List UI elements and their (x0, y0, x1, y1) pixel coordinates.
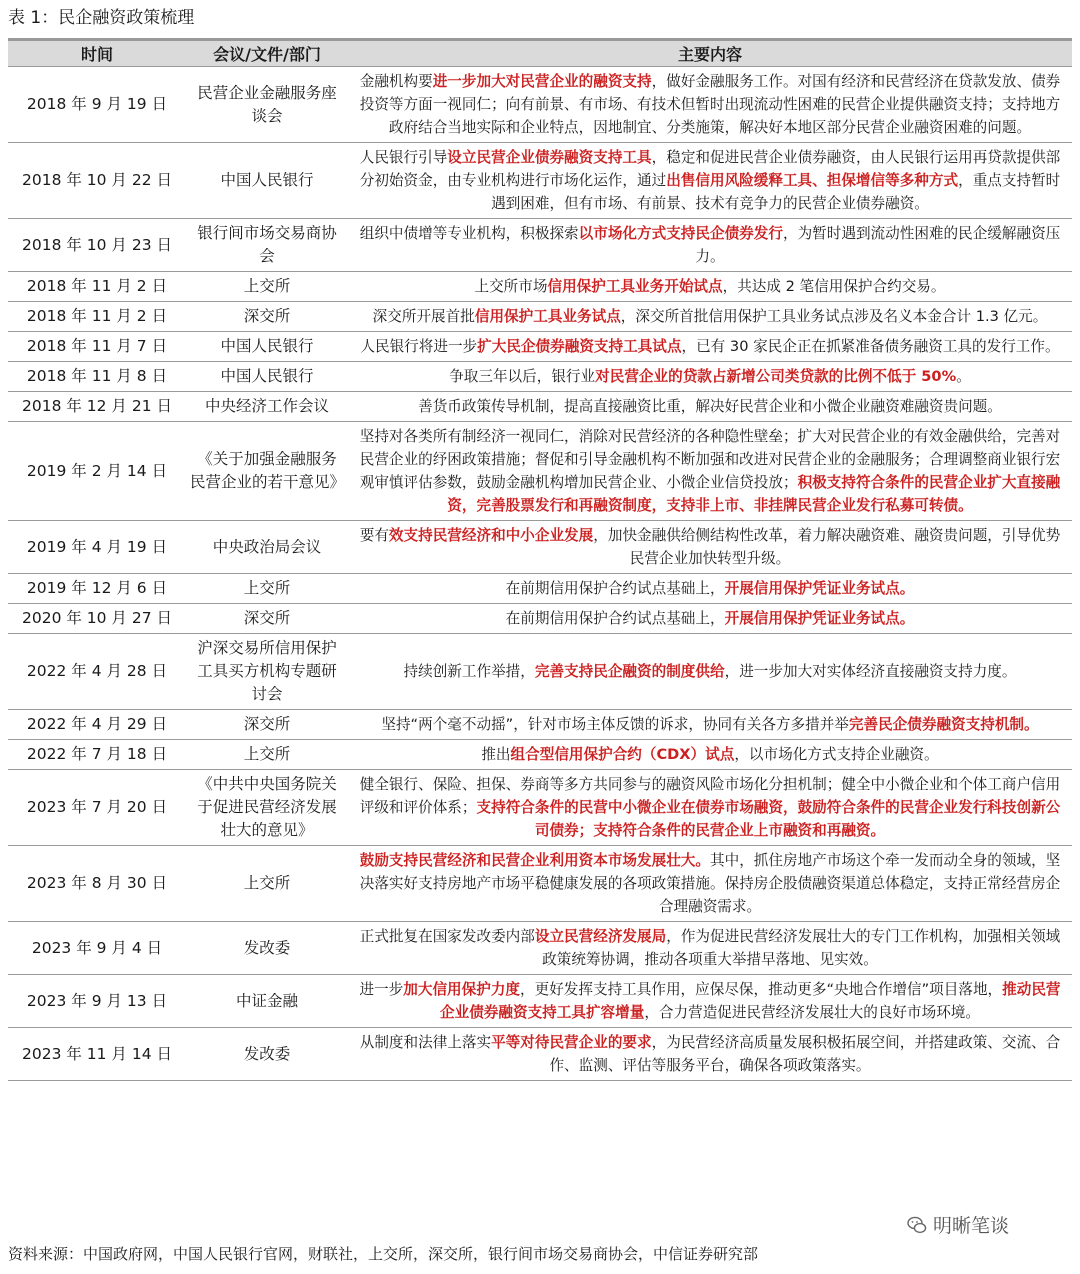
row-org: 深交所 (186, 604, 348, 634)
table-row (8, 740, 1072, 770)
watermark-text: 明晰笔谈 (933, 1215, 1010, 1237)
content-text: 深交所开展首批 (372, 308, 475, 325)
row-org: 沪深交易所信用保护工具买方机构专题研讨会 (186, 634, 348, 710)
row-content (348, 710, 1072, 740)
table-body (8, 67, 1072, 1081)
row-date: 2023 年 9 月 13 日 (8, 975, 186, 1028)
row-date: 2018 年 10 月 22 日 (8, 143, 186, 219)
row-org: 上交所 (186, 574, 348, 604)
header-content: 主要内容 (348, 40, 1072, 67)
row-org: 银行间市场交易商协会 (186, 219, 348, 272)
table-row (8, 975, 1072, 1028)
table-row (8, 67, 1072, 143)
row-content (348, 219, 1072, 272)
row-content (348, 67, 1072, 143)
row-date: 2018 年 11 月 7 日 (8, 332, 186, 362)
table-row (8, 143, 1072, 219)
highlighted-text: 加大信用保护力度 (403, 981, 521, 998)
watermark (905, 1211, 1011, 1238)
row-org: 发改委 (186, 1028, 348, 1081)
content-text: ，作为促进民营经济发展壮大的专门工作机构，加强相关领域政策统筹协调，推动各项重大举措早落地、见实效。 (542, 928, 1061, 968)
row-org: 深交所 (186, 710, 348, 740)
row-org: 上交所 (186, 846, 348, 922)
row-date: 2018 年 9 月 19 日 (8, 67, 186, 143)
row-date: 2022 年 4 月 28 日 (8, 634, 186, 710)
row-date: 2022 年 7 月 18 日 (8, 740, 186, 770)
content-text: 持续创新工作举措， (403, 663, 535, 680)
highlighted-text: 推动民营企业债券融资支持工具扩容增量 (440, 981, 1061, 1021)
content-text: ，以市场化方式支持企业融资。 (734, 746, 939, 763)
row-content (348, 1028, 1072, 1081)
table-row (8, 710, 1072, 740)
row-org: 上交所 (186, 272, 348, 302)
content-text: 善货币政策传导机制，提高直接融资比重，解决好民营企业和小微企业融资难融资贵问题。 (418, 398, 1002, 415)
row-org: 《关于加强金融服务民营企业的若干意见》 (186, 422, 348, 521)
content-text: 组织中债增等专业机构，积极探索 (359, 225, 579, 242)
row-content (348, 634, 1072, 710)
table-title: 表 1：民企融资政策梳理 (8, 8, 195, 28)
table-row (8, 302, 1072, 332)
table-row (8, 332, 1072, 362)
table-header-row (8, 40, 1072, 67)
content-text: 。 (956, 368, 971, 385)
highlighted-text: 对民营企业的贷款占新增公司类贷款的比例不低于 50% (595, 368, 957, 385)
row-date: 2023 年 7 月 20 日 (8, 770, 186, 846)
table-row (8, 219, 1072, 272)
row-org: 中国人民银行 (186, 362, 348, 392)
content-text: 争取三年以后，银行业 (449, 368, 596, 385)
table-row (8, 422, 1072, 521)
row-date: 2018 年 11 月 8 日 (8, 362, 186, 392)
row-org: 中国人民银行 (186, 143, 348, 219)
table-row (8, 272, 1072, 302)
highlighted-text: 以市场化方式支持民企债券发行 (578, 225, 783, 242)
content-text: 正式批复在国家发改委内部 (359, 928, 535, 945)
content-text: ，做好金融服务工作。对国有经济和民营经济在贷款发放、债券投资等方面一视同仁；向有前景、有市场、有技术但暂时出现流动性困难的民营企业提供融资支持；支持地方政府结合当地实际和企业特点，因地制宜、分类施策，解决好本地区部分民营企业融资困难的问题。 (359, 73, 1061, 136)
row-date: 2023 年 9 月 4 日 (8, 922, 186, 975)
content-text: 进一步 (359, 981, 404, 998)
content-text: ，合力营造促进民营经济发展壮大的良好市场环境。 (644, 1004, 980, 1021)
highlighted-text: 出售信用风险缓释工具、担保增信等多种方式 (666, 172, 959, 189)
highlighted-text: 设立民营经济发展局 (534, 928, 667, 945)
row-date: 2019 年 12 月 6 日 (8, 574, 186, 604)
row-date: 2018 年 11 月 2 日 (8, 272, 186, 302)
header-org: 会议/文件/部门 (186, 40, 348, 67)
row-content (348, 302, 1072, 332)
content-text: 要有 (359, 527, 389, 544)
highlighted-text: 鼓励支持民营经济和民营企业利用资本市场发展壮大。 (359, 852, 710, 869)
content-text: 人民银行引导 (359, 149, 448, 166)
content-text: 推出 (481, 746, 511, 763)
row-content (348, 574, 1072, 604)
row-content (348, 740, 1072, 770)
table-row (8, 846, 1072, 922)
row-date: 2022 年 4 月 29 日 (8, 710, 186, 740)
row-date: 2019 年 4 月 19 日 (8, 521, 186, 574)
content-text: 从制度和法律上落实 (359, 1034, 492, 1051)
content-text: ，为暂时遇到流动性困难的民企缓解融资压力。 (695, 225, 1061, 265)
row-org: 发改委 (186, 922, 348, 975)
content-text: 人民银行将进一步 (360, 338, 478, 355)
row-org: 中证金融 (186, 975, 348, 1028)
row-content (348, 975, 1072, 1028)
row-date: 2023 年 11 月 14 日 (8, 1028, 186, 1081)
highlighted-text: 积极支持符合条件的民营企业扩大直接融资，完善股票发行和再融资制度，支持非上市、非挂牌民营企业发行私募可转债。 (447, 474, 1061, 514)
row-date: 2019 年 2 月 14 日 (8, 422, 186, 521)
row-content (348, 604, 1072, 634)
highlighted-text: 完善支持民企融资的制度供给 (534, 663, 725, 680)
content-text: 在前期信用保护合约试点基础上， (505, 580, 725, 597)
highlighted-text: 开展信用保护凭证业务试点。 (724, 610, 915, 627)
highlighted-text: 设立民营企业债券融资支持工具 (447, 149, 652, 166)
highlighted-text: 组合型信用保护合约（CDX）试点 (510, 746, 735, 763)
highlighted-text: 开展信用保护凭证业务试点。 (724, 580, 915, 597)
content-text: ，稳定和促进民营企业债券融资，由人民银行运用再贷款提供部分初始资金，由专业机构进行市场化运作，通过 (359, 149, 1061, 189)
highlighted-text: 支持符合条件的民营中小微企业在债券市场融资，鼓励符合条件的民营企业发行科技创新公司债券；支持符合条件的民营企业上市融资和再融资。 (476, 799, 1061, 839)
highlighted-text: 信用保护工具业务开始试点 (547, 278, 723, 295)
highlighted-text: 进一步加大对民营企业的融资支持 (432, 73, 652, 90)
content-text: 健全银行、保险、担保、券商等多方共同参与的融资风险市场化分担机制；健全中小微企业和个体工商户信用评级和评价体系； (359, 776, 1061, 816)
content-text: ，为民营经济高质量发展积极拓展空间，并搭建政策、交流、合作、监测、评估等服务平台，确保各项政策落实。 (549, 1034, 1061, 1074)
content-text: 坚持“两个毫不动摇”，针对市场主体反馈的诉求，协同有关各方多措并举 (381, 716, 849, 733)
row-org: 深交所 (186, 302, 348, 332)
content-text: ，重点支持暂时遇到困难，但有市场、有前景、技术有竞争力的民营企业债券融资。 (491, 172, 1061, 212)
content-text: ，深交所首批信用保护工具业务试点涉及名义本金合计 1.3 亿元。 (620, 308, 1048, 325)
highlighted-text: 完善民企债券融资支持机制。 (848, 716, 1039, 733)
table-row (8, 574, 1072, 604)
row-org: 上交所 (186, 740, 348, 770)
row-org: 民营企业金融服务座谈会 (186, 67, 348, 143)
row-org: 中国人民银行 (186, 332, 348, 362)
row-content (348, 392, 1072, 422)
row-org: 中央经济工作会议 (186, 392, 348, 422)
content-text: 上交所市场 (474, 278, 548, 295)
table-row (8, 922, 1072, 975)
table-row (8, 770, 1072, 846)
content-text: 金融机构要 (359, 73, 433, 90)
policy-table (8, 38, 1072, 1081)
row-content (348, 846, 1072, 922)
table-row (8, 634, 1072, 710)
content-text: ，已有 30 家民企正在抓紧准备债务融资工具的发行工作。 (681, 338, 1060, 355)
content-text: 坚持对各类所有制经济一视同仁，消除对民营经济的各种隐性壁垒；扩大对民营企业的有效金融供给，完善对民营企业的纾困政策措施；督促和引导金融机构不断加强和改进对民营企业的金融服务；合理调整商业银行宏观审慎评估参数，鼓励金融机构增加民营企业、小微企业信贷投放； (359, 428, 1061, 491)
content-text: ，更好发挥支持工具作用，应保尽保，推动更多“央地合作增信”项目落地， (520, 981, 1003, 998)
content-text: ，进一步加大对实体经济直接融资支持力度。 (724, 663, 1017, 680)
table-row (8, 362, 1072, 392)
row-content (348, 362, 1072, 392)
highlighted-text: 平等对待民营企业的要求 (491, 1034, 652, 1051)
row-content (348, 272, 1072, 302)
row-content (348, 143, 1072, 219)
row-date: 2023 年 8 月 30 日 (8, 846, 186, 922)
highlighted-text: 扩大民企债券融资支持工具试点 (477, 338, 682, 355)
row-org: 中央政治局会议 (186, 521, 348, 574)
content-text: 其中，抓住房地产市场这个牵一发而动全身的领域，坚决落实好支持房地产市场平稳健康发展的各项政策措施。保持房企股债融资渠道总体稳定，支持正常经营房企合理融资需求。 (359, 852, 1061, 915)
content-text: ，共达成 2 笔信用保护合约交易。 (722, 278, 946, 295)
row-date: 2018 年 11 月 2 日 (8, 302, 186, 332)
content-text: 在前期信用保护合约试点基础上， (505, 610, 725, 627)
header-date: 时间 (8, 40, 186, 67)
row-date: 2020 年 10 月 27 日 (8, 604, 186, 634)
row-content (348, 422, 1072, 521)
table-row (8, 604, 1072, 634)
table-row (8, 521, 1072, 574)
row-content (348, 521, 1072, 574)
table-row (8, 1028, 1072, 1081)
row-content (348, 922, 1072, 975)
content-text: ，加快金融供给侧结构性改革，着力解决融资难、融资贵问题，引导优势民营企业加快转型升级。 (593, 527, 1061, 567)
table-row (8, 392, 1072, 422)
row-date: 2018 年 10 月 23 日 (8, 219, 186, 272)
row-content (348, 770, 1072, 846)
row-org: 《中共中央国务院关于促进民营经济发展壮大的意见》 (186, 770, 348, 846)
source-note: 资料来源：中国政府网，中国人民银行官网，财联社，上交所，深交所，银行间市场交易商协会，中信证券研究部 (8, 1245, 759, 1263)
row-date: 2018 年 12 月 21 日 (8, 392, 186, 422)
wechat-icon (907, 1215, 927, 1235)
row-content (348, 332, 1072, 362)
highlighted-text: 效支持民营经济和中小企业发展 (388, 527, 594, 544)
highlighted-text: 信用保护工具业务试点 (474, 308, 621, 325)
